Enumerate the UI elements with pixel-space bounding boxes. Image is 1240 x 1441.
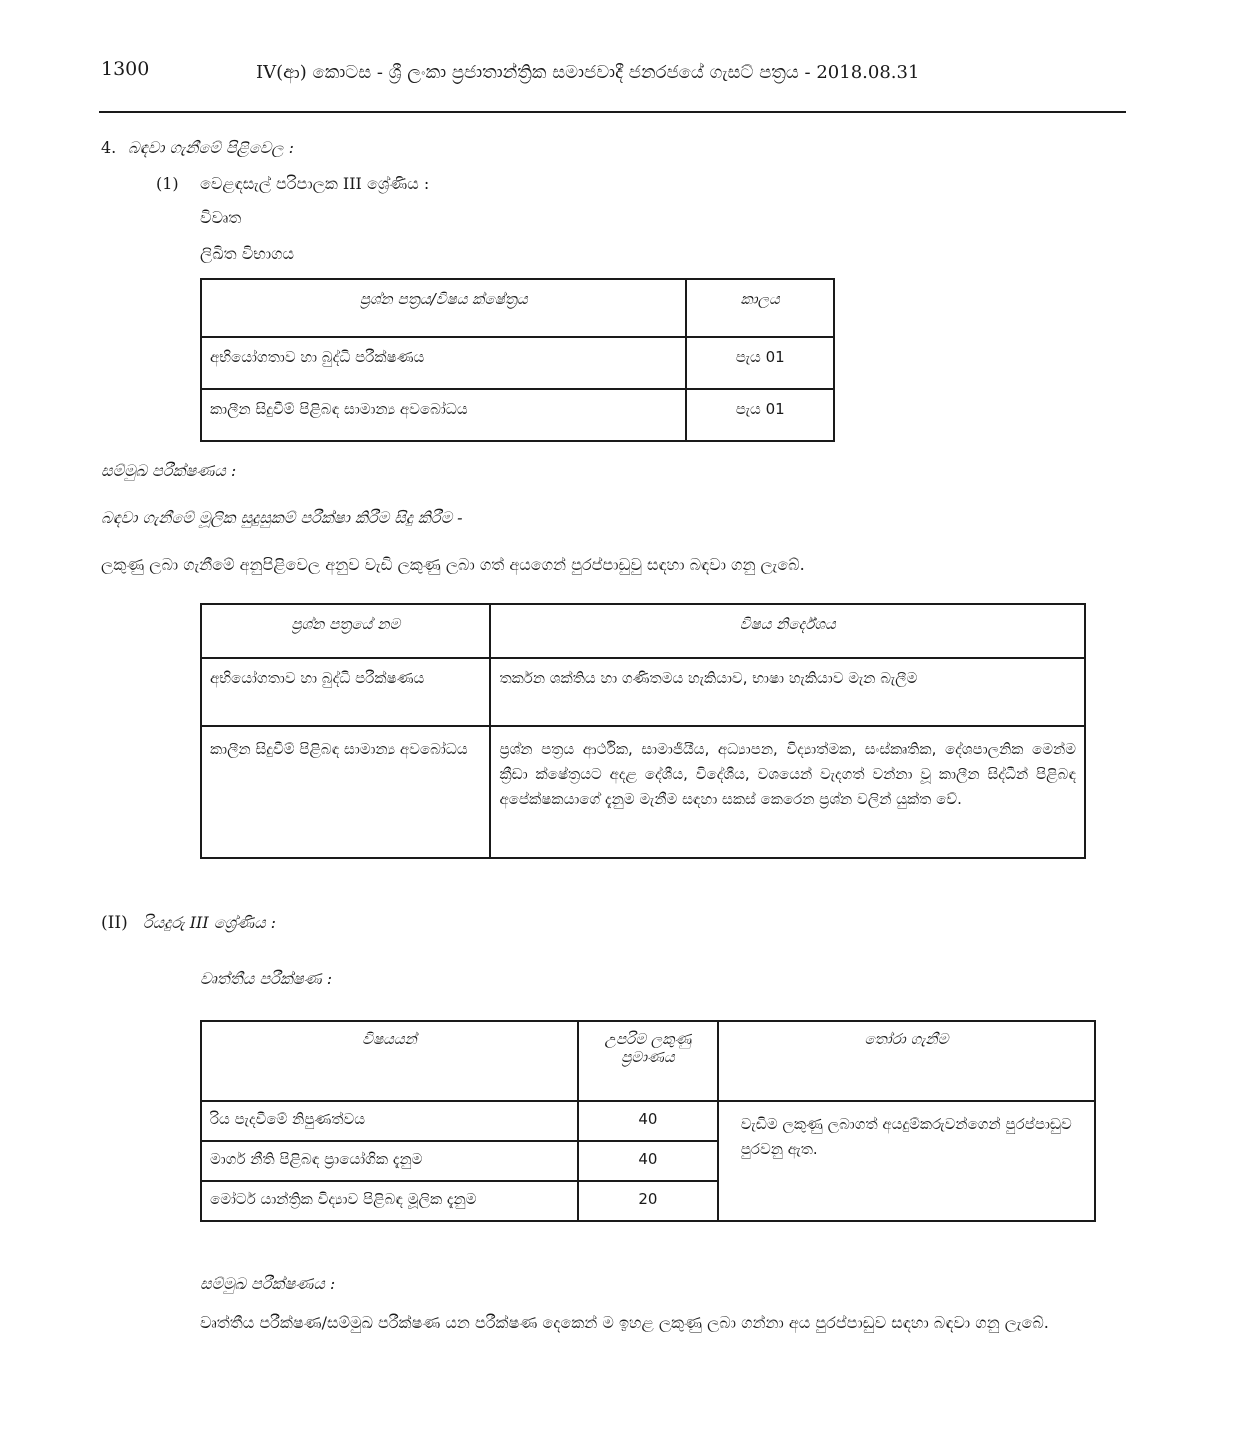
table-row xyxy=(201,726,1085,858)
header-rule xyxy=(99,111,1126,113)
interview2-title: සම්මුඛ පරීක්ෂණය : xyxy=(200,1274,336,1293)
cell-max-marks: 40 xyxy=(578,1141,718,1181)
interview-subtitle: බඳවා ගැනීමේ මූලික සුදුසුකම් පරීක්ෂා කිරීම සිදු කිරීම - xyxy=(101,508,463,527)
page-number: 1300 xyxy=(101,58,150,80)
cell-subject: කාලීන සිදුවීම් පිළිබඳ සාමාන්‍ය අවබෝධය xyxy=(201,389,686,441)
recruitment-type: විවෘත xyxy=(200,208,242,227)
header-cell-subjects: විෂයයන් xyxy=(201,1021,578,1101)
header-cell-max-marks: උපරිම ලකුණු ප්‍රමාණය xyxy=(578,1021,718,1101)
cell-paper-name: අභියෝගතාව හා බුද්ධි පරීක්ෂණය xyxy=(201,658,490,726)
header-cell-subject: ප්‍රශ්න පත්‍රය/විෂය ක්ෂේත්‍රය xyxy=(201,279,686,337)
cell-subject: අභියෝගතාව හා බුද්ධි පරීක්ෂණය xyxy=(201,337,686,389)
cell-max-marks: 20 xyxy=(578,1181,718,1221)
syllabus-table xyxy=(200,603,1086,859)
cell-subject: මාර්ග නීති පිළිබඳ ප්‍රායෝගික දැනුම xyxy=(201,1141,578,1181)
interview2-text: වෘත්තීය පරීක්ෂණ/සම්මුඛ පරීක්ෂණ යන පරීක්ෂණ දෙකෙන් ම ඉහළ ලකුණු ලබා ගන්නා අය පුරප්පාඩුව සඳහා බඳවා ගනු ලැබේ. xyxy=(200,1313,1049,1332)
table-row xyxy=(201,337,834,389)
table-header-row xyxy=(201,1021,1095,1101)
cell-syllabus: ප්‍රශ්න පත්‍රය ආර්ථික, සාමාජීයීය, අධ්‍යාපන, විද්‍යාත්මක, සංස්කෘතික, දේශපාලනික මෙන්ම ක්‍රීඩා ක්ෂේත්‍රයට අදළ දේශීය, විදේශීය, වශයෙන් වැදගත් වන්නා වූ කාලීන සිද්ධීන් පිළිබඳ අපේක්ෂකයාගේ දැනුම මැනීම සඳහා සකස් කෙරෙන ප්‍රශ්න වලින් යුක්ත වේ. xyxy=(490,726,1085,858)
cell-duration: පැය 01 xyxy=(686,389,834,441)
table-row xyxy=(201,1101,1095,1141)
cell-paper-name: කාලීන සිදුවීම් පිළිබඳ සාමාන්‍ය අවබෝධය xyxy=(201,726,490,858)
subsection-title: වෙළඳසැල් පරිපාලක III ශ්‍රේණිය : xyxy=(200,174,430,193)
header-cell-selection: තෝරා ගැනීම xyxy=(718,1021,1095,1101)
cell-selection: වැඩිම ලකුණු ලබාගත් අයදුම්කරුවන්ගෙන් පුරප්පාඩුව පුරවනු ඇත. xyxy=(718,1101,1095,1221)
section2-title: රියදුරු III ශ්‍රේණිය : xyxy=(143,913,277,932)
running-head: IV(ආ) කොටස - ශ්‍රී ලංකා ප්‍රජාතාන්ත්‍රික සමාජවාදී ජනරජයේ ගැසට් පත්‍රය - 2018.08.31 xyxy=(256,62,920,83)
section-title: බඳවා ගැනීමේ පිළිවෙල : xyxy=(128,138,294,157)
cell-max-marks: 40 xyxy=(578,1101,718,1141)
cell-subject: මෝටර් යාන්ත්‍රික විද්‍යාව පිළිබඳ මූලික දැනුම xyxy=(201,1181,578,1221)
practical-test-table xyxy=(200,1020,1096,1222)
table-header-row xyxy=(201,604,1085,658)
table-row xyxy=(201,389,834,441)
written-exam-table xyxy=(200,278,835,442)
interview-text: ලකුණු ලබා ගැනීමේ අනුපිළිවෙල අනුව වැඩි ලකුණු ලබා ගත් අයගෙන් පුරප්පාඩුවු සඳහා බඳවා ගනු ලැබේ. xyxy=(101,555,805,574)
cell-subject: රිය පැදවීමේ නිපුණත්වය xyxy=(201,1101,578,1141)
header-cell-duration: කාලය xyxy=(686,279,834,337)
subsection-number: (1) xyxy=(156,174,179,193)
table-header-row xyxy=(201,279,834,337)
section2-number: (II) xyxy=(101,913,128,933)
interview-title: සම්මුඛ පරීක්ෂණය : xyxy=(101,461,237,480)
table-row xyxy=(201,658,1085,726)
header-cell-syllabus: විෂය නිර්දේශය xyxy=(490,604,1085,658)
practical-test-title: වෘත්තීය පරීක්ෂණ : xyxy=(200,969,333,988)
header-cell-paper-name: ප්‍රශ්න පත්‍රයේ නම xyxy=(201,604,490,658)
exam-type: ලිඛිත විභාගය xyxy=(200,244,295,263)
section-number: 4. xyxy=(101,138,117,157)
cell-duration: පැය 01 xyxy=(686,337,834,389)
cell-syllabus: තර්කන ශක්තිය හා ගණිතමය හැකියාව, භාෂා හැකියාව මැන බැලීම xyxy=(490,658,1085,726)
